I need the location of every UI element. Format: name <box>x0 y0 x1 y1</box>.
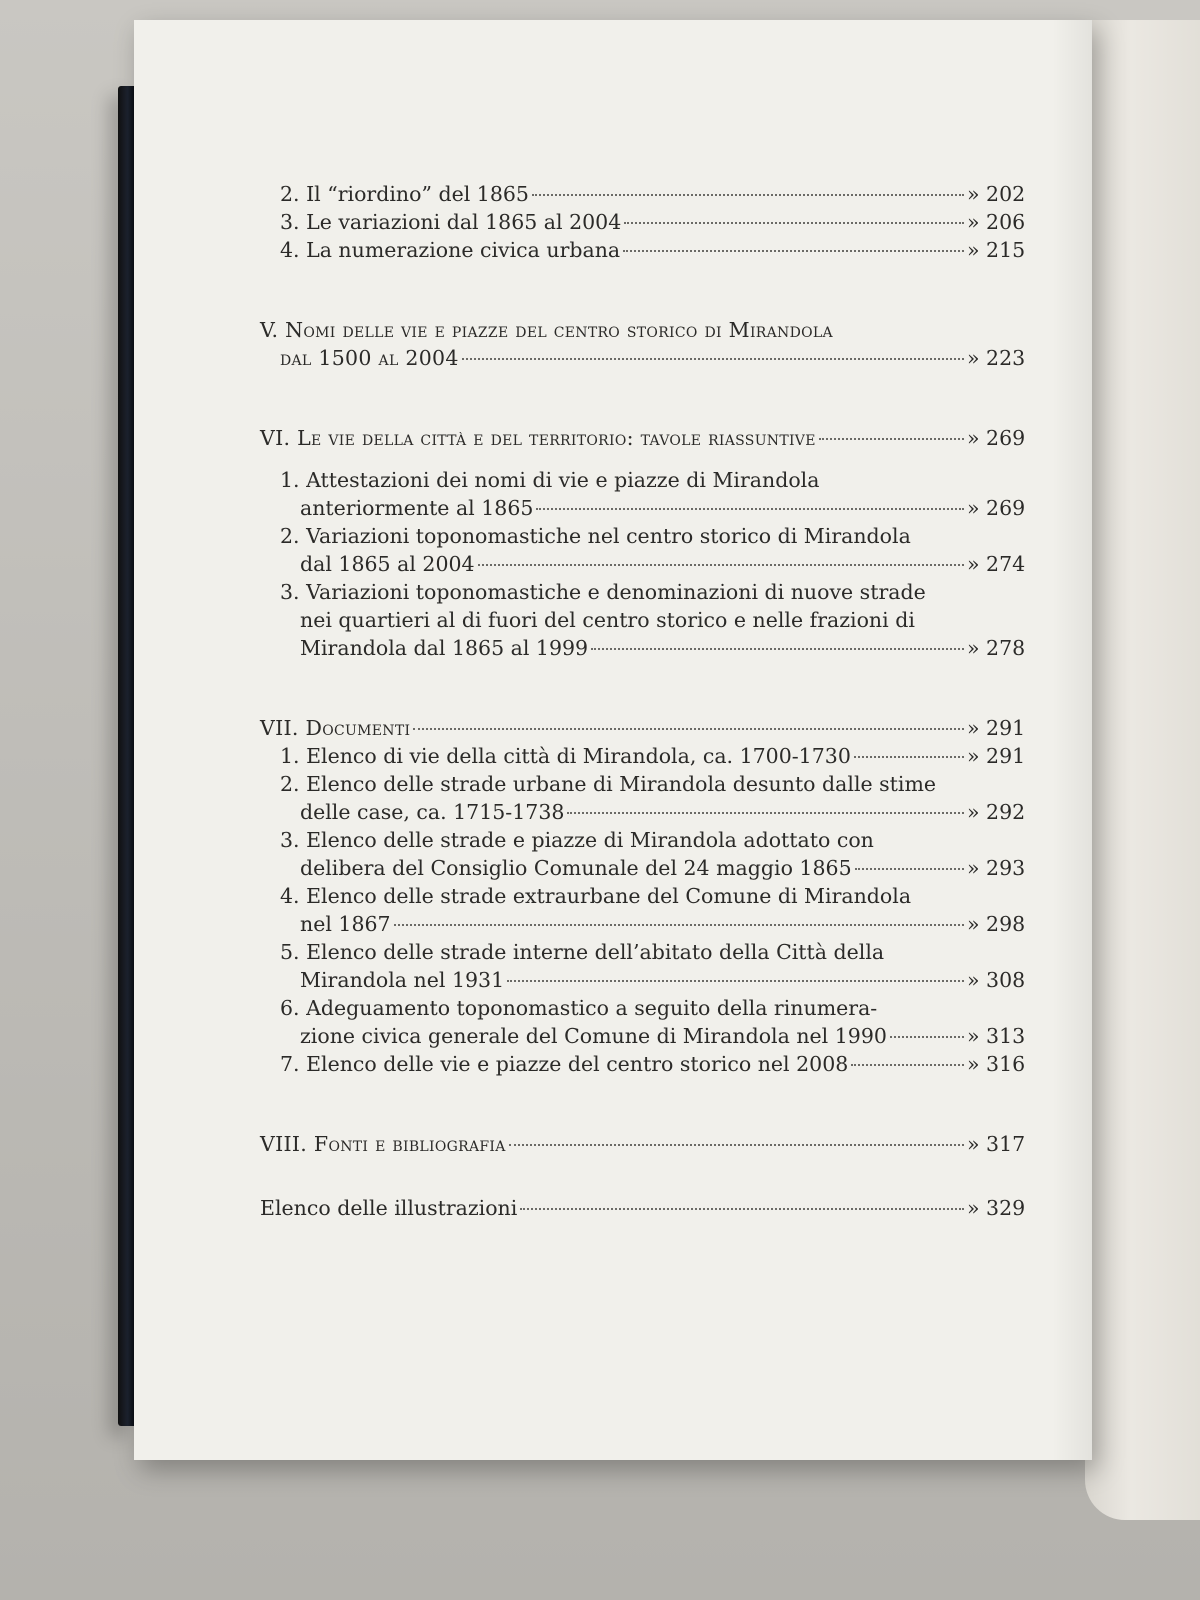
dot-leader <box>394 924 964 926</box>
toc-entry-title: 3. Elenco delle strade e piazze di Mirandola adottato con <box>280 828 874 852</box>
chapter-vii-title: VII. Documenti <box>260 716 411 740</box>
toc-entry-title-cont: delle case, ca. 1715-1738 <box>300 800 565 824</box>
dot-leader <box>507 980 964 982</box>
toc-entry-title-cont: anteriormente al 1865 <box>300 496 534 520</box>
toc-entry-title: 4. Elenco delle strade extraurbane del Comune di Mirandola <box>280 884 912 908</box>
toc-entry-title: 3. Variazioni toponomastiche e denominazioni di nuove strade <box>280 580 926 604</box>
dot-leader <box>462 358 964 360</box>
toc-entry <box>280 770 1025 826</box>
toc-entry <box>280 522 1025 578</box>
toc-chapter-viii <box>260 1130 1025 1158</box>
facing-page-edge <box>1085 20 1200 1520</box>
toc-entry-page: » 206 <box>967 210 1026 234</box>
toc-entry-page: » 293 <box>967 856 1026 880</box>
toc-entry-page: » 291 <box>967 716 1026 740</box>
toc-entry-page: » 269 <box>967 426 1026 450</box>
toc-entry-page: » 298 <box>967 912 1026 936</box>
toc-entry <box>280 578 1025 662</box>
toc-chapter-vii <box>260 714 1025 1078</box>
book-cover-edge <box>118 86 134 1426</box>
toc-entry-page: » 292 <box>967 800 1026 824</box>
dot-leader <box>536 508 964 510</box>
toc-entry-title: 5. Elenco delle strade interne dell’abitato della Città della <box>280 940 885 964</box>
dot-leader <box>855 868 964 870</box>
toc-entry-title-cont: dal 1865 al 2004 <box>300 552 475 576</box>
toc-entry-title: 3. Le variazioni dal 1865 al 2004 <box>280 210 622 234</box>
toc-entry-title: 2. Il “riordino” del 1865 <box>280 182 529 206</box>
toc-entry <box>280 938 1025 994</box>
toc-entry-title: 1. Attestazioni dei nomi di vie e piazze di Mirandola <box>280 468 820 492</box>
dot-leader <box>478 564 964 566</box>
toc-entry-page: » 308 <box>967 968 1026 992</box>
toc-entry <box>280 208 1025 236</box>
toc-entry <box>280 1050 1025 1078</box>
toc-entry <box>260 424 1025 452</box>
toc-illustrations <box>260 1194 1025 1222</box>
toc-entry-page: » 291 <box>967 744 1026 768</box>
chapter-v-title: V. Nomi delle vie e piazze del centro storico di Mirandola <box>260 318 833 342</box>
toc-entry-page: » 215 <box>967 238 1026 262</box>
toc-entry-page: » 223 <box>967 346 1026 370</box>
toc-entry <box>280 742 1025 770</box>
dot-leader <box>509 1144 964 1146</box>
dot-leader <box>623 250 964 252</box>
dot-leader <box>890 1036 964 1038</box>
toc-entry-title-cont: Mirandola nel 1931 <box>300 968 505 992</box>
book-page <box>134 20 1092 1460</box>
table-of-contents <box>260 180 1025 1222</box>
toc-entry-page: » 329 <box>967 1196 1026 1220</box>
toc-entry <box>280 882 1025 938</box>
toc-section-iv-items <box>260 180 1025 264</box>
chapter-vi-title: VI. Le vie della città e del territorio: tavole riassuntive <box>260 426 816 450</box>
chapter-v-title-cont: dal 1500 al 2004 <box>280 346 459 370</box>
dot-leader <box>567 812 964 814</box>
toc-entry-title-cont: zione civica generale del Comune di Mirandola nel 1990 <box>300 1024 887 1048</box>
toc-entry-page: » 316 <box>967 1052 1026 1076</box>
toc-entry-page: » 202 <box>967 182 1026 206</box>
toc-entry-page: » 269 <box>967 496 1026 520</box>
dot-leader <box>819 438 964 440</box>
toc-entry-title: 2. Elenco delle strade urbane di Mirandola desunto dalle stime <box>280 772 937 796</box>
toc-entry-title: 6. Adeguamento toponomastico a seguito della rinumera- <box>280 996 878 1020</box>
dot-leader <box>851 1064 964 1066</box>
toc-entry <box>260 714 1025 742</box>
toc-section-vii-items <box>260 742 1025 1078</box>
toc-entry-title: 1. Elenco di vie della città di Mirandola, ca. 1700-1730 <box>280 744 851 768</box>
toc-entry-page: » 278 <box>967 636 1026 660</box>
chapter-viii-title: VIII. Fonti e bibliografia <box>260 1132 506 1156</box>
toc-entry-page: » 274 <box>967 552 1026 576</box>
dot-leader <box>413 728 964 730</box>
dot-leader <box>624 222 964 224</box>
toc-entry <box>280 180 1025 208</box>
toc-entry-title-cont: delibera del Consiglio Comunale del 24 maggio 1865 <box>300 856 852 880</box>
toc-entry-title: 7. Elenco delle vie e piazze del centro storico nel 2008 <box>280 1052 849 1076</box>
toc-chapter-v <box>260 316 1025 372</box>
toc-entry <box>280 466 1025 522</box>
dot-leader <box>591 648 964 650</box>
toc-entry-title-cont: Mirandola dal 1865 al 1999 <box>300 636 589 660</box>
toc-entry-title: 4. La numerazione civica urbana <box>280 238 621 262</box>
toc-entry <box>280 236 1025 264</box>
illustrations-title: Elenco delle illustrazioni <box>260 1196 518 1220</box>
toc-entry-page: » 313 <box>967 1024 1026 1048</box>
toc-entry <box>260 344 1025 372</box>
toc-entry-title-cont: nel 1867 <box>300 912 391 936</box>
toc-entry-title-cont: nei quartieri al di fuori del centro storico e nelle frazioni di <box>300 608 915 632</box>
toc-entry-page: » 317 <box>967 1132 1026 1156</box>
toc-section-vi-items <box>260 466 1025 662</box>
toc-entry <box>280 994 1025 1050</box>
dot-leader <box>532 194 964 196</box>
dot-leader <box>520 1208 964 1210</box>
dot-leader <box>854 756 964 758</box>
toc-chapter-vi <box>260 424 1025 662</box>
toc-entry <box>280 826 1025 882</box>
toc-entry-title: 2. Variazioni toponomastiche nel centro storico di Mirandola <box>280 524 911 548</box>
